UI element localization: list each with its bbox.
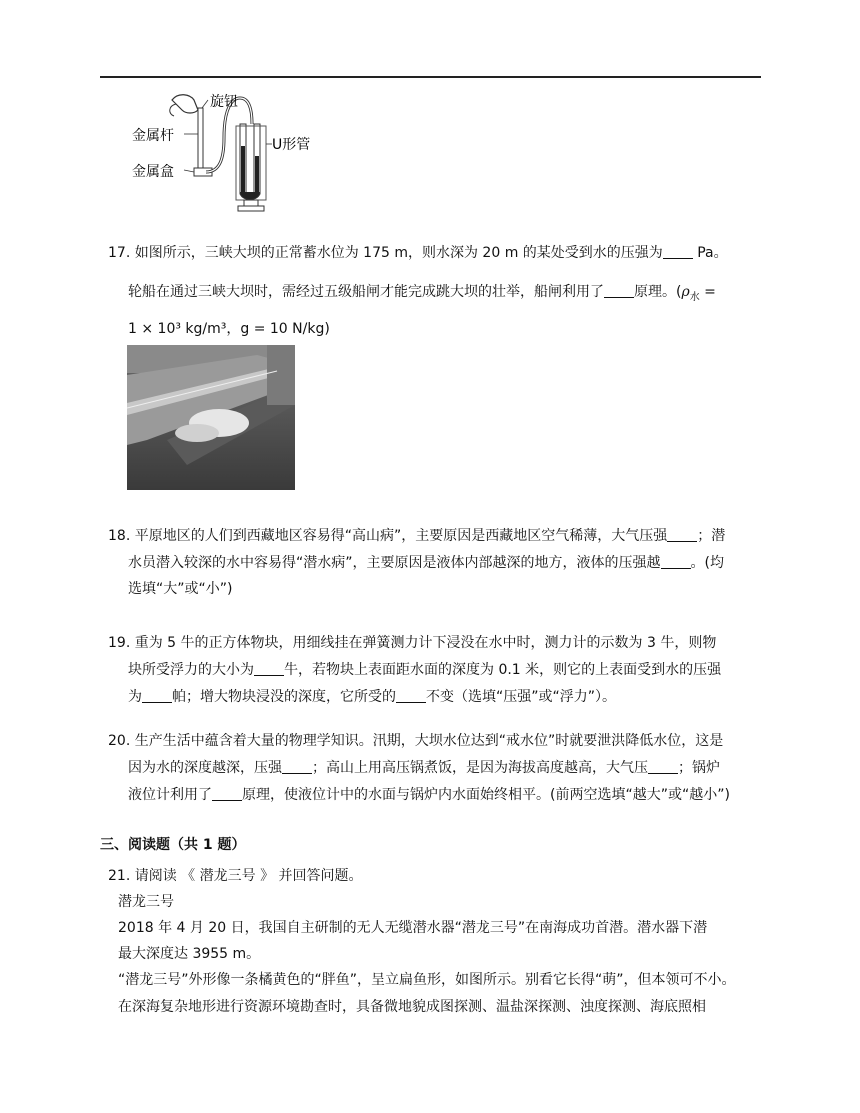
q17-blank-2[interactable] [604, 283, 634, 298]
q19-text-2a: 块所受浮力的大小为 [128, 662, 254, 678]
q19-line3 [128, 688, 616, 706]
q17-line2 [128, 283, 716, 307]
q19-text-3b: 帕；增大物块浸没的深度，它所受的 [172, 689, 396, 705]
section-reading-heading: 三、阅读题（共 1 题） [100, 837, 246, 853]
q18-number: 18. [108, 528, 131, 544]
q20-text-3b: 原理，使液位计中的水面与锅炉内水面始终相平。(前两空选填“越大”或“越小”) [242, 787, 730, 803]
q18-blank-1[interactable] [667, 527, 697, 542]
q21-article-title: 潜龙三号 [118, 894, 174, 910]
q20-text-2a: 因为水的深度越深，压强 [128, 760, 282, 776]
q18-text-1a: 平原地区的人们到西藏地区容易得“高山病”，主要原因是西藏地区空气稀薄，大气压强 [134, 528, 668, 544]
q21-text-1: 请阅读 《 潜龙三号 》 并回答问题。 [134, 868, 363, 884]
q20-line2 [128, 759, 720, 777]
q17-blank-1[interactable] [663, 244, 693, 259]
q20-blank-2[interactable] [648, 759, 678, 774]
q19-blank-1[interactable] [254, 661, 284, 676]
q18-blank-2[interactable] [661, 554, 691, 569]
q17-text-1b: Pa。 [697, 245, 728, 261]
u-tube-manometer-figure [128, 88, 328, 214]
q18-line2 [128, 554, 724, 572]
q21-number: 21. [108, 868, 131, 884]
knob-label: 旋钮 [210, 94, 238, 110]
q17-text-2a: 轮船在通过三峡大坝时，需经过五级船闸才能完成跳大坝的壮举，船闸利用了 [128, 284, 604, 300]
rho-subscript: 水 [689, 291, 700, 303]
q17-text-2b: 原理。( [634, 284, 682, 300]
q20-text-3a: 液位计利用了 [128, 787, 212, 803]
q20-text-2b: ；高山上用高压锅煮饭，是因为海拔高度越高，大气压 [312, 760, 648, 776]
q19-text-1: 重为 5 牛的正方体物块，用细线挂在弹簧测力计下浸没在水中时，测力计的示数为 3 牛，则物 [134, 635, 717, 651]
q21-line6: 在深海复杂地形进行资源环境勘查时，具备微地貌成图探测、温盐深探测、浊度探测、海底照相 [118, 999, 706, 1015]
rho-symbol: ρ [681, 284, 690, 300]
top-rule [100, 76, 761, 78]
rod-label: 金属杆 [132, 128, 174, 144]
q20-line1 [108, 732, 723, 750]
q19-blank-2[interactable] [142, 688, 172, 703]
q18-text-2b: 。(均 [690, 555, 724, 571]
q20-text-1: 生产生活中蕴含着大量的物理学知识。汛期，大坝水位达到“戒水位”时就要泄洪降低水位，这是 [134, 733, 724, 749]
q19-blank-3[interactable] [396, 688, 426, 703]
q18-text-2a: 水员潜入较深的水中容易得“潜水病”，主要原因是液体内部越深的地方，液体的压强越 [128, 555, 661, 571]
q17-text-1a: 如图所示，三峡大坝的正常蓄水位为 175 m，则水深为 20 m 的某处受到水的压强为 [134, 245, 663, 261]
q17-number: 17. [108, 245, 131, 261]
q17-line1 [108, 244, 728, 262]
q19-number: 19. [108, 635, 131, 651]
equals-sign: = [704, 284, 716, 300]
three-gorges-dam-photo [127, 345, 295, 490]
q17-line3: 1 × 10³ kg/m³，g = 10 N/kg) [128, 321, 330, 337]
q21-line4: 最大深度达 3955 m。 [118, 946, 261, 962]
q20-text-2c: ；锅炉 [678, 760, 720, 776]
q20-blank-3[interactable] [212, 786, 242, 801]
utube-label: U形管 [272, 137, 311, 153]
q18-text-1b: ；潜 [697, 528, 726, 544]
box-label: 金属盒 [132, 164, 174, 180]
q19-text-2b: 牛，若物块上表面距水面的深度为 0.1 米，则它的上表面受到水的压强 [284, 662, 722, 678]
q19-text-3a: 为 [128, 689, 142, 705]
q20-line3 [128, 786, 730, 804]
q18-line3: 选填“大”或“小”) [128, 581, 233, 597]
q19-line2 [128, 661, 721, 679]
q21-line1 [108, 867, 363, 885]
q21-line3: 2018 年 4 月 20 日，我国自主研制的无人无缆潜水器“潜龙三号”在南海成功首潜。潜水器下潜 [118, 920, 708, 936]
q19-text-3c: 不变（选填“压强”或“浮力”）。 [426, 689, 617, 705]
q20-blank-1[interactable] [282, 759, 312, 774]
q21-line5: “潜龙三号”外形像一条橘黄色的“胖鱼”，呈立扁鱼形，如图所示。别看它长得“萌”，但本领可不小。 [118, 972, 736, 988]
q18-line1 [108, 527, 725, 545]
q19-line1 [108, 634, 716, 652]
q20-number: 20. [108, 733, 131, 749]
